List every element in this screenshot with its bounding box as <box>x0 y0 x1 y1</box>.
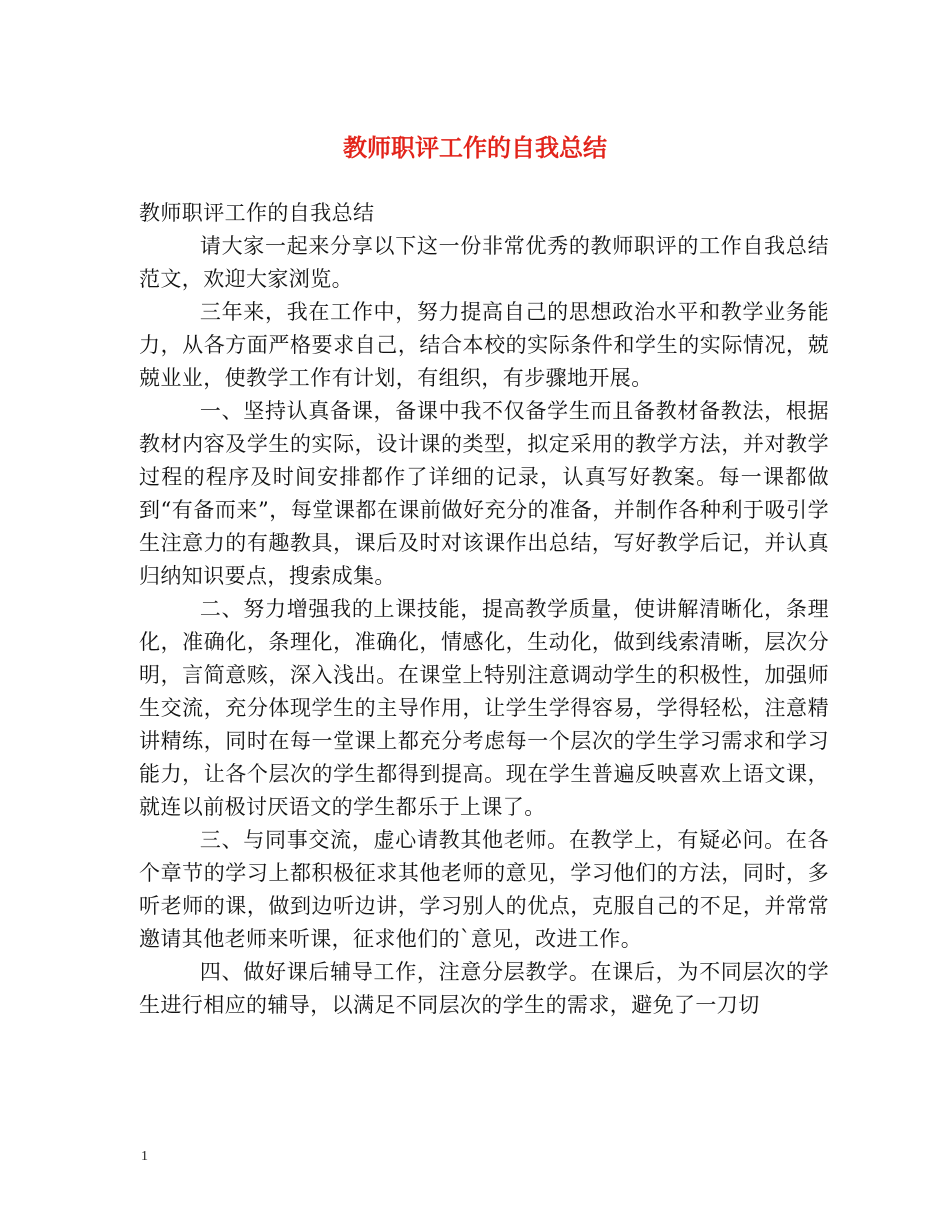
paragraph-section-1: 一、坚持认真备课，备课中我不仅备学生而且备教材备教法，根据教材内容及学生的实际，设计课的类型，拟定采用的教学方法，并对教学过程的程序及时间安排都作了详细的记录，认真写好教案。每一课都做到“有备而来”，每堂课都在课前做好充分的准备，并制作各种利于吸引学生注意力的有趣教具，课后及时对该课作出总结，写好教学后记，并认真归纳知识要点，搜索成集。 <box>139 399 829 588</box>
paragraph-section-4: 四、做好课后辅导工作，注意分层教学。在课后，为不同层次的学生进行相应的辅导，以满足不同层次的学生的需求，避免了一刀切 <box>139 960 829 1017</box>
paragraph-section-3: 三、与同事交流，虚心请教其他老师。在教学上，有疑必问。在各个章节的学习上都积极征求其他老师的意见，学习他们的方法，同时，多听老师的课，做到边听边讲，学习别人的优点，克服自己的不足，并常常邀请其他老师来听课，征求他们的`意见，改进工作。 <box>139 828 829 951</box>
paragraph-overview: 三年来，我在工作中，努力提高自己的思想政治水平和教学业务能力，从各方面严格要求自己，结合本校的实际条件和学生的实际情况，兢兢业业，使教学工作有计划，有组织，有步骤地开展。 <box>139 300 829 390</box>
paragraph-intro: 请大家一起来分享以下这一份非常优秀的教师职评的工作自我总结范文，欢迎大家浏览。 <box>139 234 829 291</box>
page-number: 1 <box>141 1149 148 1164</box>
document-body <box>139 197 829 1022</box>
paragraph-heading: 教师职评工作的自我总结 <box>139 201 375 225</box>
paragraph-section-2: 二、努力增强我的上课技能，提高教学质量，使讲解清晰化，条理化，准确化，条理化，准确化，情感化，生动化，做到线索清晰，层次分明，言简意赅，深入浅出。在课堂上特别注意调动学生的积极性，加强师生交流，充分体现学生的主导作用，让学生学得容易，学得轻松，注意精讲精练，同时在每一堂课上都充分考虑每一个层次的学生学习需求和学习能力，让各个层次的学生都得到提高。现在学生普遍反映喜欢上语文课，就连以前极讨厌语文的学生都乐于上课了。 <box>139 597 829 819</box>
page-title: 教师职评工作的自我总结 <box>343 134 607 162</box>
